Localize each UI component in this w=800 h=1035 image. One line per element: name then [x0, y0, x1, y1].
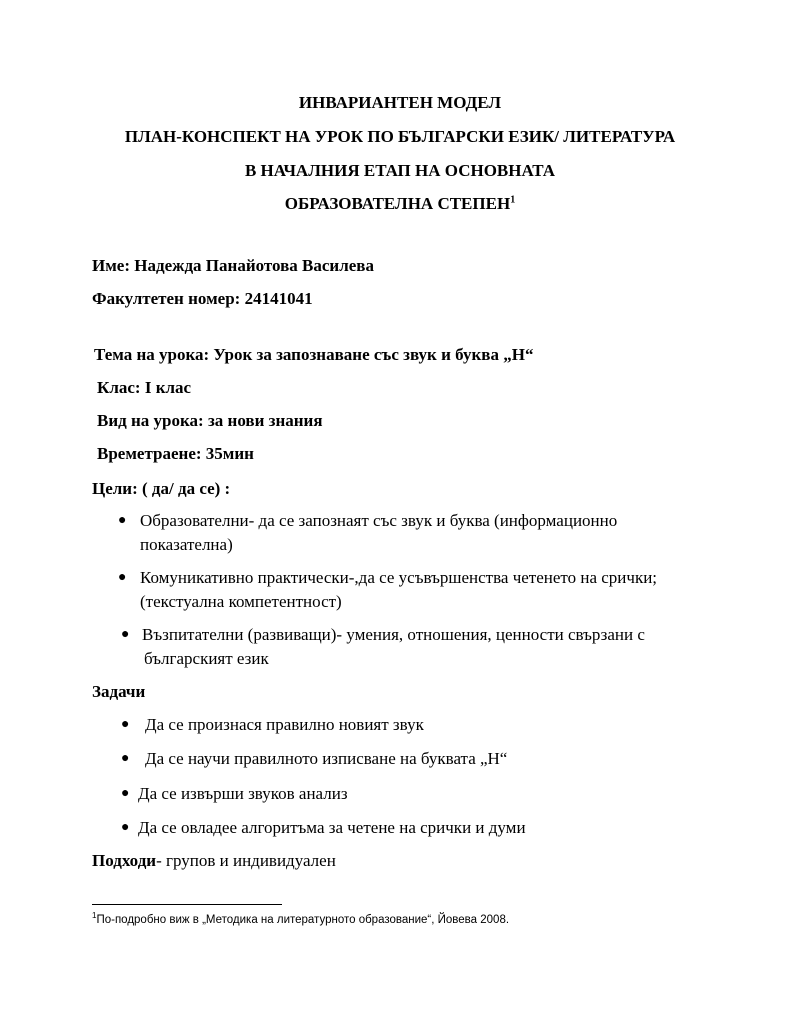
footnote-separator — [92, 904, 282, 905]
footnote — [92, 911, 510, 926]
lesson-duration-label: Времетраене: — [97, 444, 202, 463]
bullet-icon: ● — [121, 751, 130, 766]
title-line-4-text: ОБРАЗОВАТЕЛНА СТЕПЕН — [284, 194, 511, 213]
bullet-icon: ● — [121, 627, 130, 642]
title-line-1: ИНВАРИАНТЕН МОДЕЛ — [298, 93, 502, 112]
faculty-number — [92, 289, 313, 309]
footnote-reference: 1 — [510, 194, 516, 206]
lesson-class — [97, 378, 191, 398]
footnote-text: По-подробно виж в „Методика на литературното образование“, Йовева 2008. — [96, 914, 510, 926]
approaches — [92, 851, 336, 871]
lesson-topic-label: Тема на урока: — [94, 345, 210, 364]
approaches-value: - групов и индивидуален — [156, 851, 336, 870]
title-line-4 — [0, 194, 800, 214]
bullet-icon: ● — [121, 820, 130, 835]
title-line-3: В НАЧАЛНИЯ ЕТАП НА ОСНОВНАТА — [244, 161, 556, 180]
goal-item-2-line-1: Комуникативно практически-,да се усъвършенства четенето на срички; — [140, 568, 658, 587]
task-item-1: Да се произнася правилно новият звук — [145, 715, 424, 734]
goal-item-3-line-2: българският език — [144, 649, 269, 668]
goals-heading: Цели: ( да/ да се) : — [92, 479, 231, 498]
student-name-value: Надежда Панайотова Василева — [134, 256, 374, 275]
lesson-type-label: Вид на урока: — [97, 411, 204, 430]
lesson-topic-value: Урок за запознаване със звук и буква „Н“ — [213, 345, 534, 364]
student-name — [92, 256, 374, 276]
lesson-duration-value: 35мин — [205, 444, 254, 463]
bullet-icon: ● — [118, 513, 127, 528]
title-line-2: ПЛАН-КОНСПЕКТ НА УРОК ПО БЪЛГАРСКИ ЕЗИК/ ЛИТЕРАТУРА — [124, 127, 676, 146]
task-item-4: Да се овладее алгоритъма за четене на срички и думи — [138, 818, 526, 837]
bullet-icon: ● — [121, 786, 130, 801]
goal-item-1-line-1: Образователни- да се запознаят със звук и буква (информационно — [140, 511, 618, 530]
task-item-3: Да се извърши звуков анализ — [138, 784, 348, 803]
approaches-label: Подходи — [92, 851, 157, 870]
lesson-class-label: Клас: — [97, 378, 141, 397]
lesson-topic — [94, 345, 533, 365]
footnote-mark: 1 — [92, 911, 97, 921]
student-name-label: Име: — [92, 256, 131, 275]
tasks-heading: Задачи — [92, 682, 146, 701]
bullet-icon: ● — [118, 570, 127, 585]
lesson-type — [97, 411, 323, 431]
goal-item-1-line-2: показателна) — [140, 535, 233, 554]
faculty-number-value: 24141041 — [244, 289, 313, 308]
goal-item-3-line-1: Възпитателни (развиващи)- умения, отношения, ценности свързани с — [142, 625, 645, 644]
lesson-duration — [97, 444, 254, 464]
bullet-icon: ● — [121, 717, 130, 732]
lesson-class-value: I клас — [144, 378, 192, 397]
faculty-number-label: Факултетен номер: — [92, 289, 241, 308]
lesson-type-value: за нови знания — [207, 411, 323, 430]
goal-item-2-line-2: (текстуална компетентност) — [140, 592, 342, 611]
task-item-2: Да се научи правилното изписване на буквата „Н“ — [145, 749, 508, 768]
